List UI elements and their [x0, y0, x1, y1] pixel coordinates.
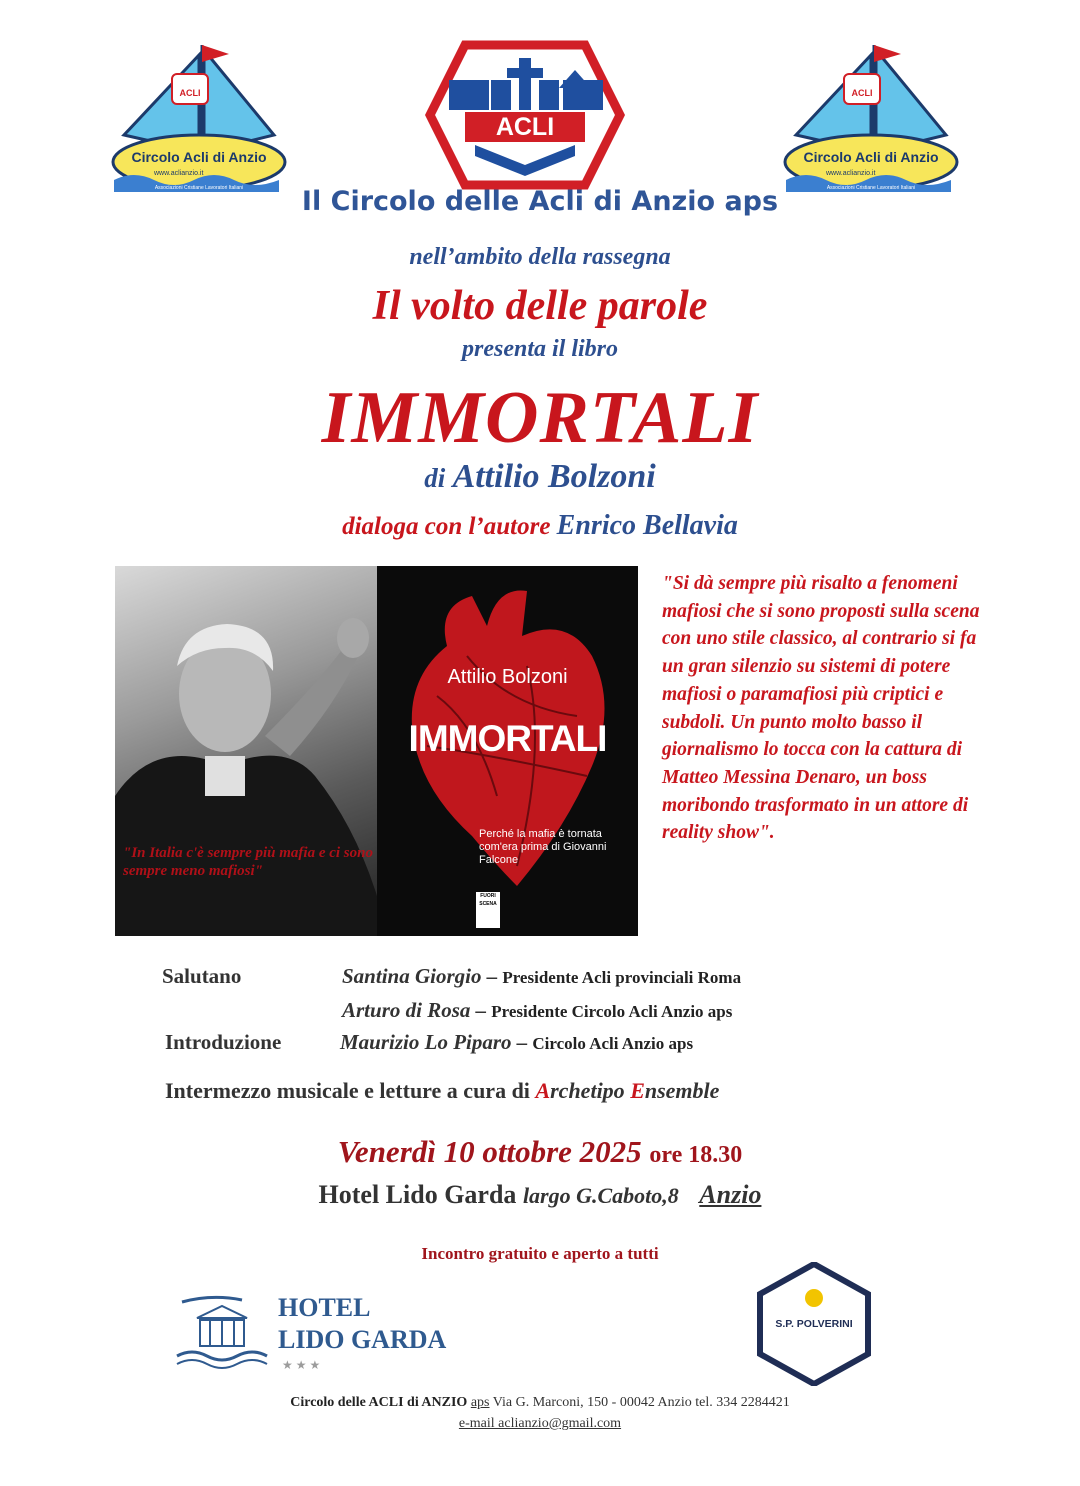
author-name: Attilio Bolzoni	[452, 458, 656, 495]
dialogue-name: Enrico Bellavia	[556, 510, 738, 541]
venue-town: Anzio	[699, 1180, 762, 1209]
event-venue	[0, 1180, 1080, 1210]
venue-name: Hotel Lido Garda	[318, 1180, 517, 1209]
boat-logo-right	[776, 40, 966, 195]
musical-interlude	[165, 1078, 719, 1104]
time-text: ore 18.30	[649, 1142, 743, 1168]
author-silhouette	[115, 566, 377, 936]
footer-aps: aps	[470, 1395, 490, 1410]
speaker-role: Circolo Acli Anzio aps	[532, 1034, 694, 1053]
acli-logo-text: ACLI	[495, 113, 555, 141]
hotel-logo-icon	[172, 1290, 282, 1370]
cover-author: Attilio Bolzoni	[447, 666, 568, 688]
speaker-row	[342, 998, 732, 1023]
speaker-row	[342, 964, 741, 989]
dialogue-line	[0, 510, 1080, 542]
cover-title: IMMORTALI	[408, 718, 607, 759]
footer-address	[0, 1395, 1080, 1411]
publisher-logo: FUORI SCENA	[476, 892, 500, 928]
interlude-text: Intermezzo musicale e letture a cura di	[165, 1078, 530, 1103]
photo-quote: "In Italia c'è sempre più mafia e ci sono sempre meno mafiosi"	[123, 845, 373, 879]
boat-logo-tagline: Associazioni Cristiane Lavoratori Italiani	[154, 185, 244, 191]
boat-logo-left	[104, 40, 294, 195]
event-date	[0, 1134, 1080, 1170]
dialogue-prefix: dialoga con l’autore	[342, 513, 551, 540]
greetings-label: Salutano	[162, 964, 242, 988]
venue-street: largo G.Caboto,8	[522, 1183, 679, 1208]
boat-logo-url: www.aclianzio.it	[154, 170, 204, 177]
series-title: Il volto delle parole	[372, 283, 708, 329]
boat-logo-circle-text: Circolo Acli di Anzio	[131, 149, 267, 165]
boat-logo-tagline: Associazioni Cristiane Lavoratori Italiani	[826, 185, 916, 191]
author-photo	[115, 566, 377, 936]
polverini-name: S.P. POLVERINI	[775, 1318, 853, 1330]
hotel-name-line2: LIDO GARDA	[278, 1325, 447, 1354]
author-prefix: di	[424, 463, 446, 493]
speaker-name: Santina Giorgio –	[342, 964, 498, 988]
free-entry-note: Incontro gratuito e aperto a tutti	[421, 1244, 659, 1263]
organization-name: Il Circolo delle Acli di Anzio aps	[301, 186, 779, 217]
speaker-role: Presidente Circolo Acli Anzio aps	[491, 1002, 733, 1021]
footer-address-text: Via G. Marconi, 150 - 00042 Anzio tel. 334 2284421	[492, 1395, 790, 1410]
presents-line: presenta il libro	[461, 336, 618, 362]
cover-subtitle: Perché la mafia è tornata com'era prima di Giovanni Falcone	[479, 828, 607, 866]
footer-email[interactable]: e-mail aclianzio@gmail.com	[458, 1416, 622, 1431]
book-title: IMMORTALI	[321, 377, 759, 459]
footer-org: Circolo delle ACLI di ANZIO	[290, 1395, 468, 1410]
book-cover	[377, 566, 638, 936]
date-text: Venerdì 10 ottobre 2025	[337, 1134, 642, 1169]
speaker-row	[340, 1030, 693, 1055]
introduction-label: Introduzione	[165, 1030, 282, 1054]
boat-logo-url: www.aclianzio.it	[826, 170, 876, 177]
speaker-name: Arturo di Rosa –	[342, 998, 487, 1022]
hotel-name-line1: HOTEL	[278, 1293, 371, 1322]
hotel-name	[278, 1292, 446, 1356]
speaker-name: Maurizio Lo Piparo –	[340, 1030, 528, 1054]
ensemble-name: Archetipo Ensemble	[535, 1078, 720, 1103]
boat-logo-acli-text: ACLI	[179, 88, 201, 98]
hotel-stars: ★★★	[282, 1358, 324, 1372]
author-quote: "Si dà sempre più risalto a fenomeni mafiosi che si sono proposti sulla scena con uno stile classico, al contrario si fa un gran silenzio su sistemi di potere mafiosi o paramafiosi più criptici e subdoli. Un punto molto basso il giornalismo lo tocca con la cattura di Matteo Messina Denaro, un boss moribondo trasformato in un attore di reality show".	[662, 573, 980, 844]
speaker-role: Presidente Acli provinciali Roma	[502, 968, 742, 987]
author-line	[0, 458, 1080, 496]
series-intro: nell’ambito della rassegna	[409, 244, 671, 270]
boat-logo-circle-text: Circolo Acli di Anzio	[803, 149, 939, 165]
boat-logo-acli-text: ACLI	[851, 88, 873, 98]
acli-logo	[425, 40, 625, 190]
